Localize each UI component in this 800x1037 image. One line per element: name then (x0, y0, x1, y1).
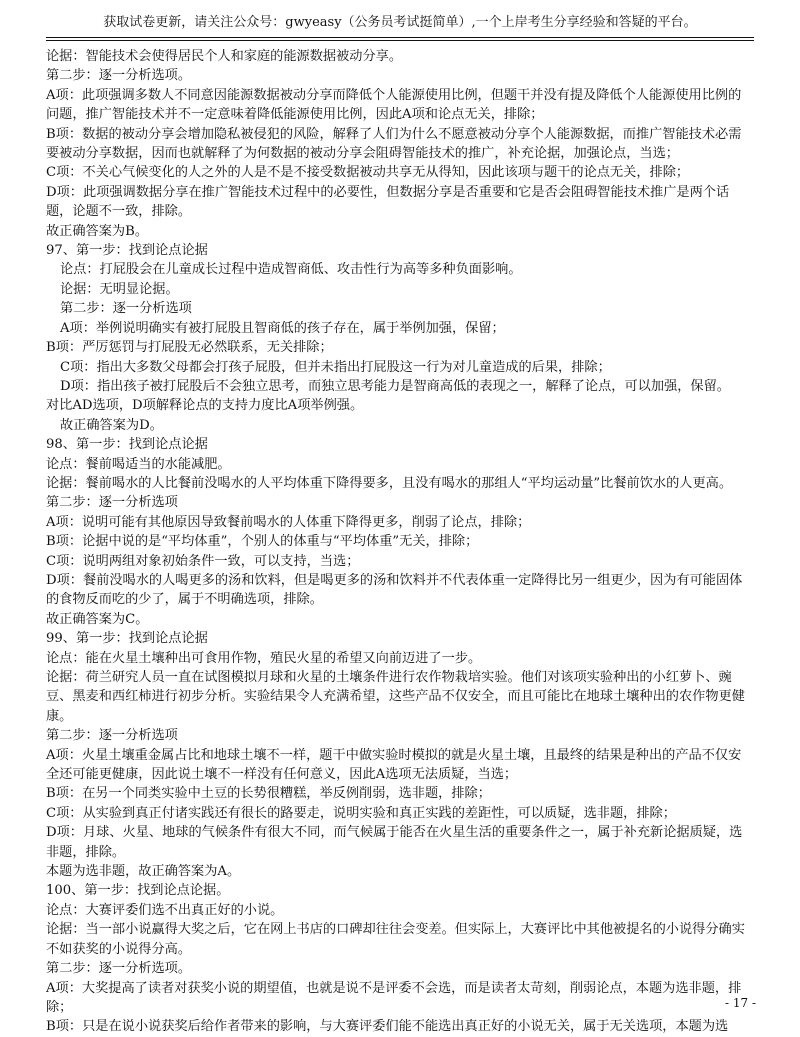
text-line: B项：在另一个同类实验中土豆的长势很糟糕，举反例削弱，选非题，排除； (46, 786, 491, 802)
text-line: 第二步：逐一分析选项 (46, 728, 178, 744)
text-line: 论据：智能技术会使得居民个人和家庭的能源数据被动分享。 (46, 49, 403, 64)
text-line: 故正确答案为B。 (46, 223, 149, 239)
text-line: D项：指出孩子被打屁股后不会独立思考，而独立思考能力是智商高低的表现之一，解释了论点，可以加强，保留。 (60, 378, 730, 394)
text-line: A项：说明可能有其他原因导致餐前喝水的人体重下降得更多，削弱了论点，排除； (46, 514, 531, 530)
text-line: 本题为选非题，故正确答案为A。 (46, 864, 241, 880)
text-line: C项：从实验到真正付诸实践还有很长的路要走，说明实验和真正实践的差距性，可以质疑，选非题，排除； (46, 805, 676, 821)
text-line: C项：指出大多数父母都会打孩子屁股，但并未指出打屁股这一行为对儿童造成的后果，排除； (60, 359, 611, 375)
text-line: 第二步：逐一分析选项。 (46, 68, 192, 84)
question-heading: 99、第一步：找到论点论据 (46, 631, 208, 647)
question-heading: 97、第一步：找到论点论据 (46, 243, 208, 259)
document-body (46, 47, 754, 1037)
text-line: C项：说明两组对象初始条件一致，可以支持，当选； (46, 553, 360, 569)
question-heading: 98、第一步：找到论点论据 (46, 437, 208, 453)
question-heading: 100、第一步：找到论点论据。 (46, 883, 230, 899)
text-line: 故正确答案为D。 (60, 417, 163, 433)
page-header: 获取试卷更新，请关注公众号：gwyeasy（公务员考试挺简单）,一个上岸考生分享经验和答疑的平台。 (103, 15, 697, 30)
text-line: D项：月球、火星、地球的气候条件有很大不同，而气候属于能否在火星生活的重要条件之一，属于补充新论据质疑，选非题，排除。 (46, 825, 743, 860)
text-line: 对比AD选项，D项解释论点的支持力度比A项举例强。 (46, 398, 364, 414)
text-line: 论点：餐前喝适当的水能减肥。 (46, 456, 231, 472)
text-line: 论点：能在火星土壤种出可食用作物，殖民火星的希望又向前迈进了一步。 (46, 650, 482, 666)
header-rule-top (46, 37, 754, 38)
text-line: A项：大奖提高了读者对获奖小说的期望值，也就是说不是评委不会选，而是读者太苛刻，削弱论点，本题为选非题，排除； (46, 980, 742, 1015)
text-line: 论据：荷兰研究人员一直在试图模拟月球和火星的土壤条件进行农作物栽培实验。他们对该项实验种出的小红萝卜、豌豆、黑麦和西红柿进行初步分析。实验结果令人充满希望，这些产品不仅安全，而且可能比在地球土壤种出的农作物更健康。 (46, 670, 745, 724)
text-line: 论据：餐前喝水的人比餐前没喝水的人平均体重下降得要多，且没有喝水的那组人“平均运动量”比餐前饮水的人更高。 (46, 475, 733, 491)
text-line: C项：不关心气候变化的人之外的人是不是不接受数据被动共享无从得知，因此该项与题干的论点无关，排除； (46, 165, 690, 181)
text-line: B项：数据的被动分享会增加隐私被侵犯的风险，解释了人们为什么不愿意被动分享个人能源数据，而推广智能技术必需要被动分享数据，因而也就解释了为何数据的被动分享会阻碍智能技术的推广，补充论据，加强论点，当选； (46, 126, 742, 162)
text-line: B项：严厉惩罚与打屁股无必然联系，无关排除； (46, 340, 333, 356)
text-line: D项：餐前没喝水的人喝更多的汤和饮料，但是喝更多的汤和饮料并不代表体重一定降得比另一组更少，因为有可能固体的食物反而吃的少了，属于不明确选项，排除。 (46, 572, 743, 608)
text-line: 第二步：逐一分析选项 (46, 495, 178, 511)
text-line: A项：此项强调多数人不同意因能源数据被动分享而降低个人能源使用比例，但题干并没有提及降低个人能源使用比例的问题，推广智能技术并不一定意味着降低能源使用比例，因此A项和论点无关，排除； (46, 87, 742, 123)
header-rule-bottom (46, 40, 754, 41)
text-line: B项：只是在说小说获奖后给作者带来的影响，与大赛评委们能不能选出真正好的小说无关，属于无关选项，本题为选 (46, 1019, 729, 1035)
text-line: D项：此项强调数据分享在推广智能技术过程中的必要性，但数据分享是否重要和它是否会阻碍智能技术推广是两个话题，论题不一致，排除。 (46, 184, 730, 220)
text-line: B项：论据中说的是“平均体重”，个别人的体重与“平均体重”无关，排除； (46, 534, 479, 550)
text-line: 论据：当一部小说赢得大奖之后，它在网上书店的口碑却往往会变差。但实际上，大赛评比中其他被提名的小说得分确实不如获奖的小说得分高。 (46, 922, 745, 957)
text-line: 故正确答案为C。 (46, 611, 149, 627)
text-line: 论点：打屁股会在儿童成长过程中造成智商低、攻击性行为高等多种负面影响。 (60, 262, 522, 278)
text-line: A项：火星土壤重金属占比和地球土壤不一样，题干中做实验时模拟的就是火星土壤，且最终的结果是种出的产品不仅安全还可能更健康，因此说土壤不一样没有任何意义，因此A选项无法质疑，当选； (46, 747, 742, 783)
text-line: 第二步：逐一分析选项。 (46, 961, 192, 977)
page-number: - 17 - (724, 996, 756, 1010)
text-line: 第二步：逐一分析选项 (60, 301, 192, 317)
text-line: 论据：无明显论据。 (60, 281, 179, 297)
text-line: A项：举例说明确实有被打屁股且智商低的孩子存在，属于举例加强，保留； (60, 320, 505, 336)
text-line: 论点：大赛评委们选不出真正好的小说。 (46, 902, 284, 918)
